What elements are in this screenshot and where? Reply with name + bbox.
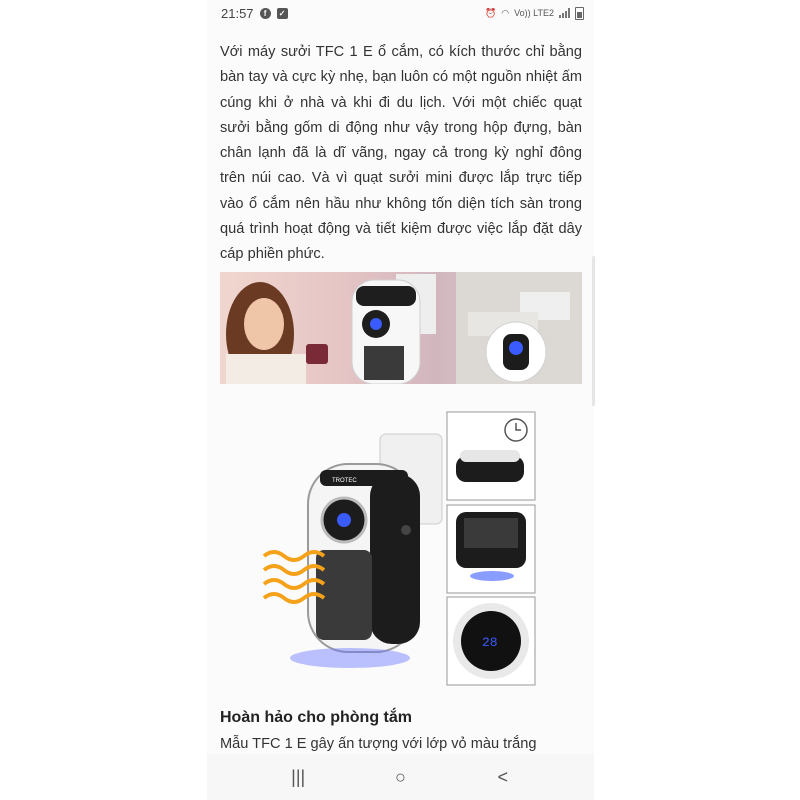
brand-label: TROTEC: [332, 478, 357, 484]
signal-icon: [559, 8, 570, 18]
section-subtext: Mẫu TFC 1 E gây ấn tượng với lớp vỏ màu trắng: [220, 736, 537, 752]
banner-image: [220, 272, 582, 384]
battery-icon: [575, 7, 584, 20]
network-label: Vo)) LTE2: [514, 8, 554, 18]
navigation-bar: [207, 754, 594, 800]
display-temperature: 28: [482, 635, 498, 650]
mug: [306, 344, 328, 364]
wifi-icon: ◠: [501, 7, 510, 18]
article-paragraph: Với máy sưởi TFC 1 E ổ cắm, có kích thước chỉ bằng bàn tay và cực kỳ nhẹ, bạn luôn có một nguồn nhiệt ấm cúng khi ở nhà và khi đi du lịch. Với một chiếc quạt sưởi bằng gốm di động như vậy trong hộp đựng, bàn chân lạnh đã là dĩ vãng, ngay cả trong kỳ nghỉ đông trên núi cao. Và vì quạt sưởi mini được lắp trực tiếp vào ổ cắm nên hầu như không tốn diện tích sàn trong quá trình hoạt động và tiết kiệm được việc lắp đặt dây cáp phiền phức.: [220, 44, 582, 263]
home-button[interactable]: [380, 762, 420, 792]
recent-apps-button[interactable]: [278, 762, 318, 792]
home-icon: ○: [395, 766, 406, 787]
recent-apps-icon: |||: [291, 766, 306, 787]
status-bar: [207, 0, 594, 26]
woman-sweater: [226, 354, 306, 384]
status-time: 21:57: [221, 5, 254, 21]
phone-screen: [207, 0, 594, 800]
product-image: [220, 404, 582, 696]
main-heater-back: [370, 474, 420, 644]
section-heading: Hoàn hảo cho phòng tắm: [220, 709, 412, 726]
back-button[interactable]: [483, 762, 523, 792]
article-body: [220, 40, 582, 268]
main-grille: [316, 550, 372, 640]
blue-glow: [290, 648, 410, 668]
heater-grille: [364, 346, 404, 380]
woman-face: [244, 298, 284, 350]
alarm-icon: ⏰: [485, 7, 497, 18]
check-square-icon: ✓: [277, 8, 288, 19]
back-icon: <: [497, 766, 509, 787]
status-right-icons: [485, 7, 584, 20]
scroll-indicator[interactable]: [592, 256, 595, 406]
facebook-icon: f: [260, 8, 271, 19]
heater-band: [356, 286, 416, 306]
